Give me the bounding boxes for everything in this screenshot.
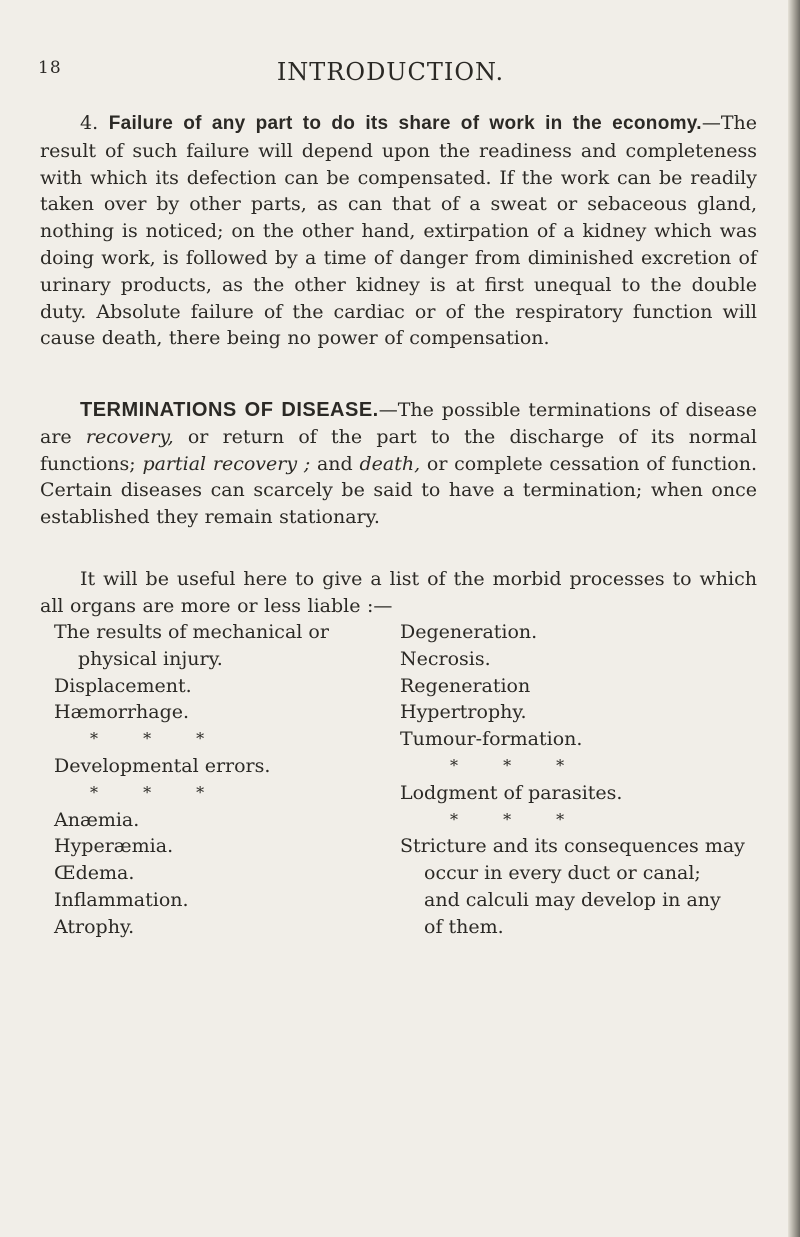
page-number: 18 (38, 58, 62, 78)
paragraph-text: or return of the part to the discharge of its normal functions; (40, 425, 757, 475)
italic-term: recovery, (85, 425, 174, 448)
paragraph-heading: Failure of any part to do its share of work in the economy. (108, 113, 702, 134)
stricture-line: of them. (424, 915, 504, 938)
italic-term: death, (359, 452, 421, 475)
list-item: Hyperæmia. (54, 835, 174, 858)
page-edge-shadow (788, 0, 800, 1237)
list-item-continuation: physical injury. (78, 647, 223, 670)
paragraph-number: 4. (80, 112, 99, 134)
running-title: INTRODUCTION. (276, 58, 505, 86)
list-item: Hæmorrhage. (54, 701, 190, 724)
paragraph-list-intro: It will be useful here to give a list of the morbid processes to which all organs are more or less liable :— (40, 568, 757, 617)
page-header (38, 58, 743, 88)
list-item: Œdema. (54, 862, 135, 885)
section-heading: TERMINATIONS OF DISEASE. (80, 399, 379, 421)
paragraph-terminations (40, 397, 757, 531)
list-item: Atrophy. (54, 915, 135, 938)
list-item: Necrosis. (400, 647, 491, 670)
list-item: Anæmia. (54, 808, 140, 831)
list-item: The results of mechanical or (54, 621, 329, 643)
stricture-line: Stricture and its consequences may (400, 835, 745, 858)
asterism: * * * (90, 729, 225, 749)
paragraph-failure (40, 110, 757, 352)
list-item: Tumour-formation. (400, 728, 583, 751)
paragraph-text: or complete cessation of function. Certain diseases can scarcely be said to have a termination; when once established they remain stationary. (40, 452, 757, 529)
paragraph-text: —The result of such failure will depend upon the readiness and completeness with which its defection can be compensated. If the work can be readily taken over by other parts, as can that of a sweat or sebaceous gland, nothing is noticed; on the other hand, extirpation of a kidney which was doing work, is followed by a time of danger from diminished excretion of urinary products, as the other kidney is at first unequal to the double duty. Absolute failure of the cardiac or of the respiratory function will cause death, there being no power of compensation. (40, 112, 757, 350)
stricture-line: occur in every duct or canal; (424, 862, 701, 885)
paragraph-text: and (310, 452, 360, 475)
paragraph-text: —The possible terminations of disease are (40, 399, 757, 448)
morbid-list-left (54, 619, 354, 941)
list-item: Regeneration (400, 674, 531, 697)
list-item: Displacement. (54, 674, 192, 697)
list-item: Hypertrophy. (400, 701, 527, 724)
list-item: Inflammation. (54, 888, 189, 911)
asterism: * * * (450, 755, 585, 775)
italic-term: partial recovery ; (142, 452, 311, 475)
stricture-line: and calculi may develop in any (424, 888, 721, 911)
list-item: Developmental errors. (54, 754, 271, 777)
list-item: Lodgment of parasites. (400, 781, 623, 804)
list-item: Degeneration. (400, 621, 538, 643)
asterism: * * * (450, 809, 585, 829)
morbid-list-right (400, 619, 758, 941)
asterism: * * * (90, 782, 225, 802)
